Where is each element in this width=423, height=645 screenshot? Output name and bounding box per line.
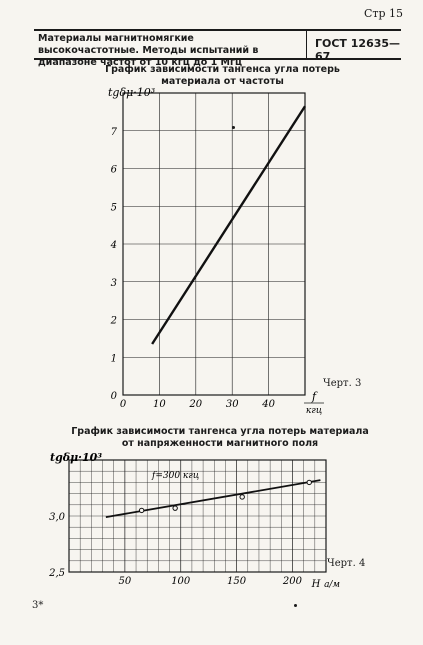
x-tick-label: 0 bbox=[119, 399, 127, 410]
y-axis-label: tgδμ·10³ bbox=[108, 86, 156, 99]
y-tick-label: 3,0 bbox=[49, 512, 65, 523]
header-title: Материалы магнитномягкие высокочастотные. Методы испытаний в диапазоне частот от 10 кгц до 1 Мгц bbox=[38, 33, 259, 68]
series-line bbox=[152, 106, 305, 344]
y-tick-label: 1 bbox=[110, 353, 117, 365]
x-tick-label: 200 bbox=[282, 576, 303, 587]
y-tick-label: 4 bbox=[110, 240, 117, 251]
x-axis-label: H bbox=[311, 579, 321, 590]
x-tick-label: 100 bbox=[171, 576, 191, 587]
x-tick-label: 150 bbox=[227, 576, 247, 587]
y-tick-label: 5 bbox=[110, 202, 117, 214]
y-axis-label: tgδμ·10³ bbox=[50, 451, 103, 464]
x-unit-label: кгц bbox=[305, 406, 323, 416]
frequency-annotation: f=300 кгц bbox=[152, 471, 200, 481]
x-tick-label: 10 bbox=[153, 399, 166, 410]
chart-1-title: График зависимости тангенса угла потерь материала от частоты bbox=[105, 64, 340, 87]
chart-1-caption: Черт. 3 bbox=[323, 378, 362, 389]
chart-2 bbox=[48, 451, 340, 590]
footer-mark: 3* bbox=[32, 600, 44, 611]
x-unit-label: а/м bbox=[324, 580, 340, 590]
data-point bbox=[240, 495, 244, 499]
y-tick-label: 2 bbox=[110, 315, 117, 327]
page-number: Стр 15 bbox=[364, 7, 404, 20]
series-line bbox=[106, 480, 321, 517]
y-tick-label: 0 bbox=[110, 391, 117, 402]
y-tick-label: 2,5 bbox=[49, 568, 65, 579]
y-tick-label: 3 bbox=[110, 277, 117, 289]
data-point bbox=[139, 508, 143, 512]
chart-2-caption: Черт. 4 bbox=[327, 558, 366, 569]
x-tick-label: 50 bbox=[118, 576, 132, 587]
x-tick-label: 30 bbox=[225, 399, 239, 410]
chart-2-title: График зависимости тангенса угла потерь материала от напряженности магнитного поля bbox=[71, 426, 369, 449]
y-tick-label: 7 bbox=[110, 126, 117, 138]
standard-number: ГОСТ 12635—67 bbox=[315, 37, 401, 63]
x-tick-label: 40 bbox=[262, 399, 275, 410]
data-point bbox=[173, 506, 177, 510]
x-axis-label: f bbox=[311, 390, 317, 403]
chart-1 bbox=[108, 86, 324, 416]
data-point bbox=[307, 480, 311, 484]
x-tick-label: 20 bbox=[189, 399, 203, 410]
y-tick-label: 6 bbox=[110, 164, 117, 176]
